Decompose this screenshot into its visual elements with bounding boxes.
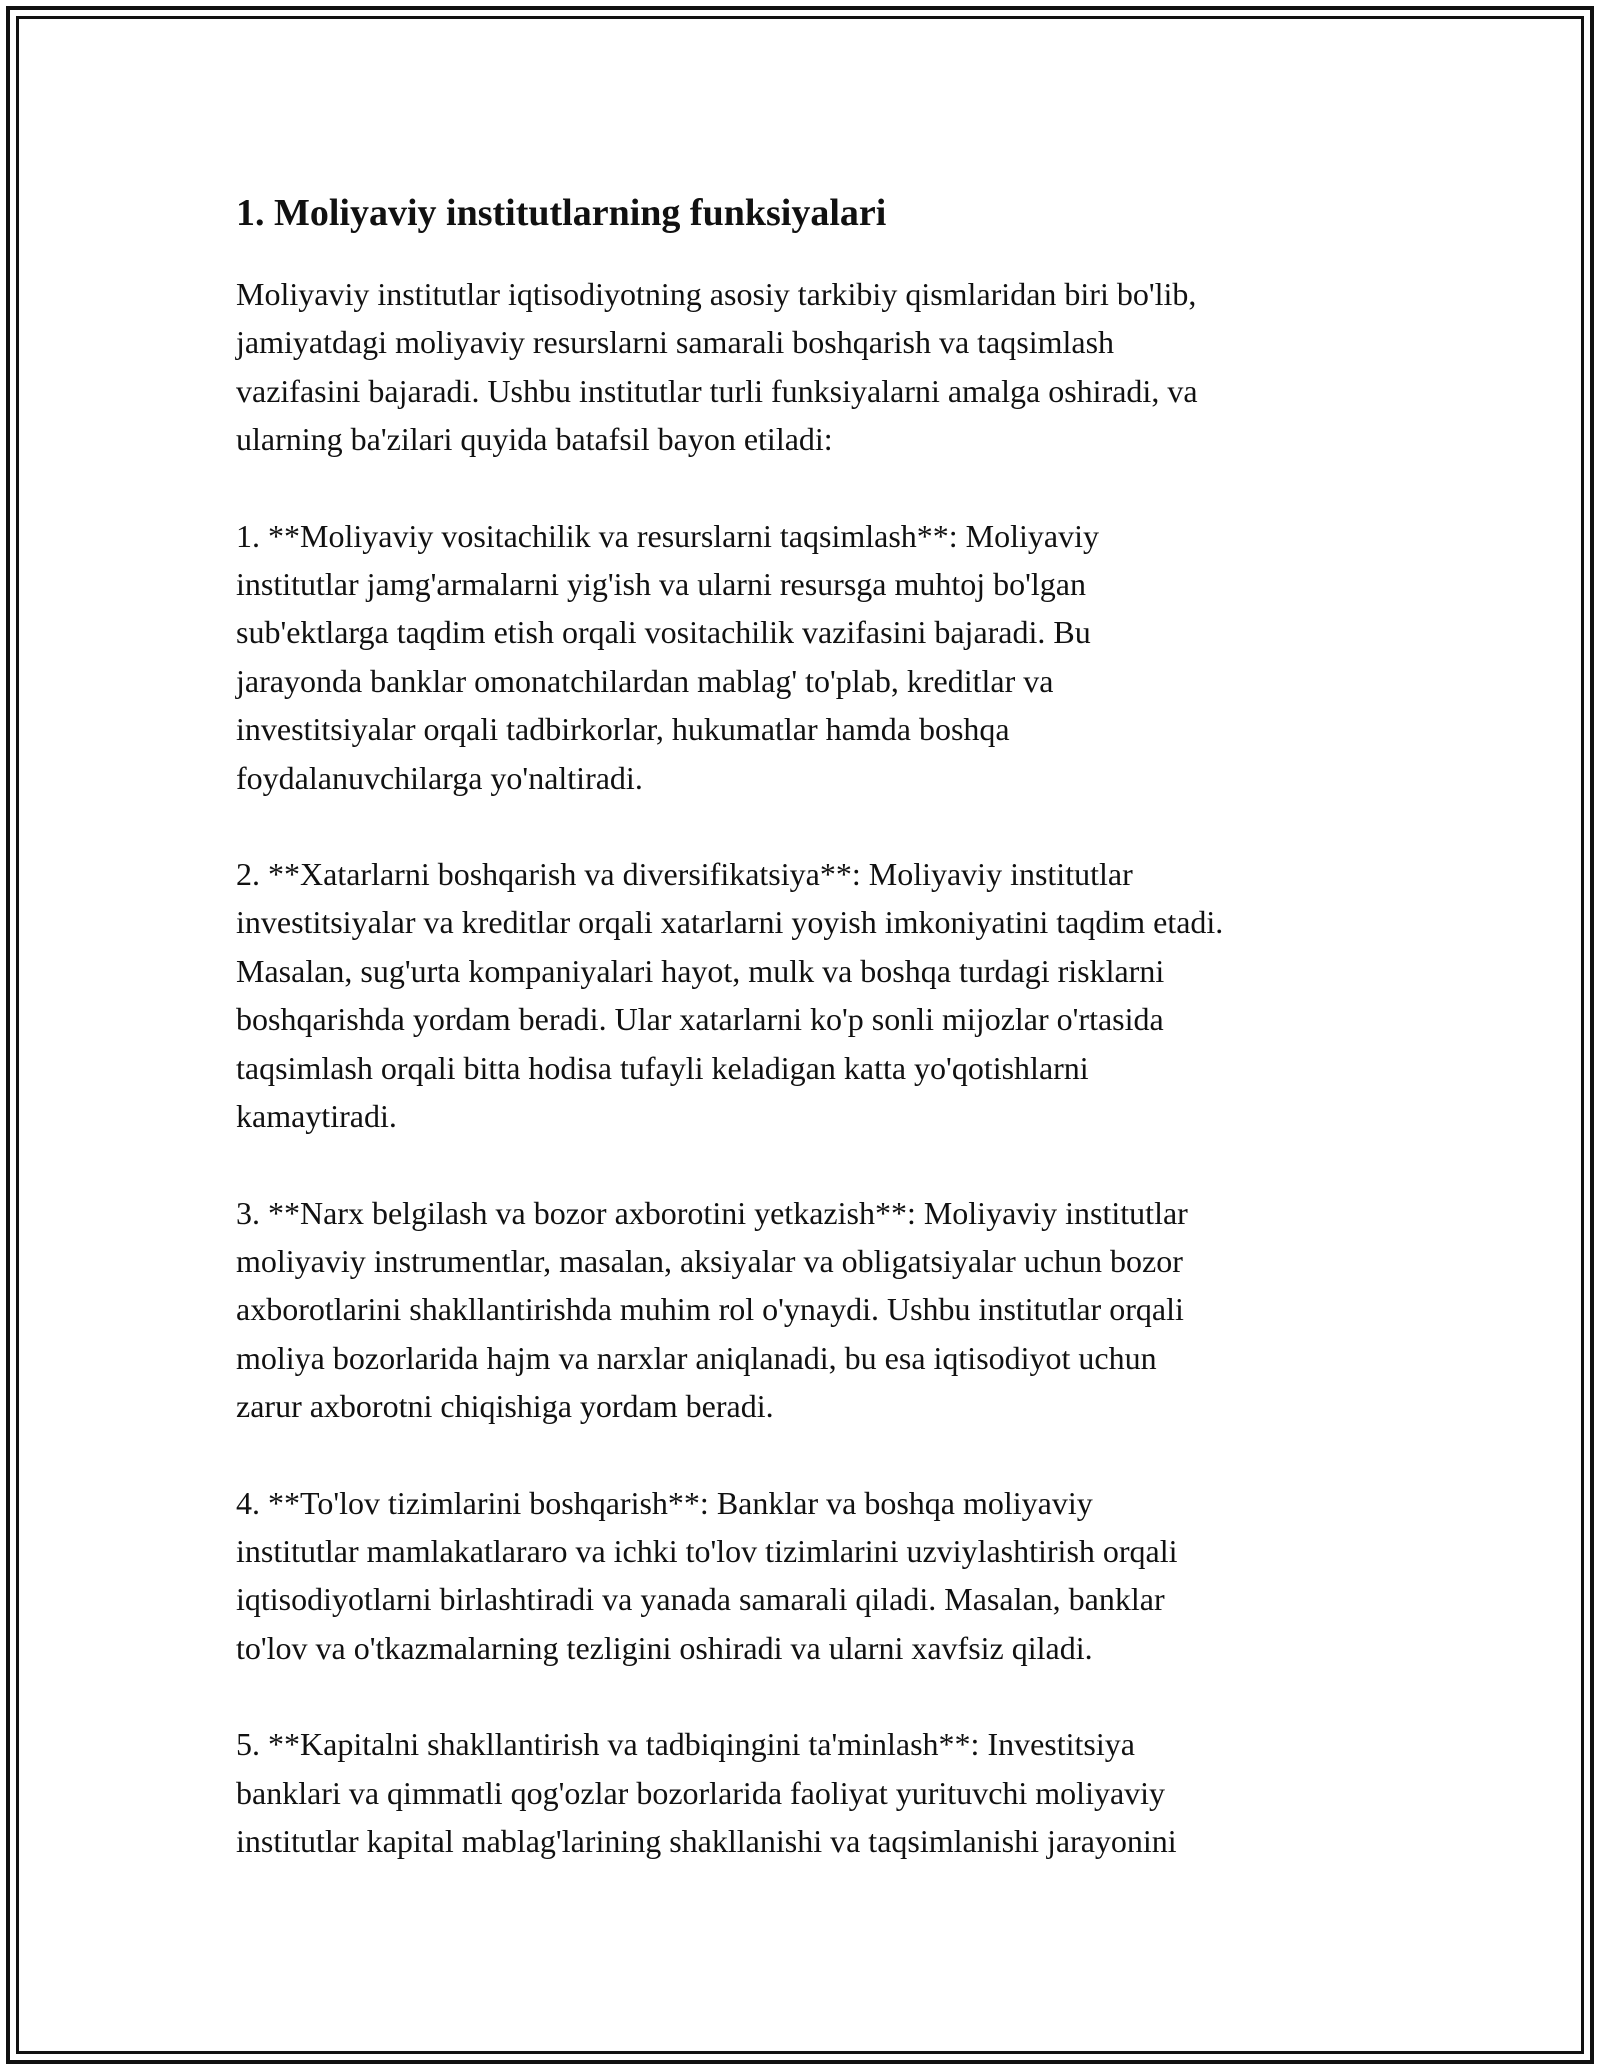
text-line: axborotlarini shakllantirishda muhim rol o'ynaydi. Ushbu institutlar orqali (236, 1291, 1184, 1328)
text-line: sub'ektlarga taqdim etish orqali vositachilik vazifasini bajaradi. Bu (236, 614, 1091, 651)
document-body (236, 188, 1416, 1913)
text-line: boshqarishda yordam beradi. Ular xatarlarni ko'p sonli mijozlar o'rtasida (236, 1001, 1164, 1038)
text-line: zarur axborotni chiqishiga yordam beradi. (236, 1388, 774, 1425)
list-item-paragraph-1 (236, 512, 1416, 802)
text-line: 3. **Narx belgilash va bozor axborotini yetkazish**: Moliyaviy institutlar (236, 1194, 1188, 1231)
text-line: taqsimlash orqali bitta hodisa tufayli keladigan katta yo'qotishlarni (236, 1049, 1089, 1086)
text-line: vazifasini bajaradi. Ushbu institutlar turli funksiyalarni amalga oshiradi, va (236, 372, 1198, 409)
intro-paragraph (236, 270, 1416, 464)
text-line: kamaytiradi. (236, 1098, 397, 1135)
text-line: jarayonda banklar omonatchilardan mablag' to'plab, kreditlar va (236, 662, 1054, 699)
text-line: jamiyatdagi moliyaviy resurslarni samarali boshqarish va taqsimlash (236, 324, 1115, 361)
text-line: investitsiyalar va kreditlar orqali xatarlarni yoyish imkoniyatini taqdim etadi. (236, 904, 1224, 941)
text-line: institutlar kapital mablag'larining shakllanishi va taqsimlanishi jarayonini (236, 1822, 1177, 1859)
list-item-paragraph-5 (236, 1720, 1416, 1865)
text-line: institutlar jamg'armalarni yig'ish va ularni resursga muhtoj bo'lgan (236, 566, 1086, 603)
text-line: foydalanuvchilarga yo'naltiradi. (236, 759, 643, 796)
text-line: 1. **Moliyaviy vositachilik va resurslarni taqsimlash**: Moliyaviy (236, 517, 1099, 554)
text-line: 4. **To'lov tizimlarini boshqarish**: Banklar va boshqa moliyaviy (236, 1484, 1093, 1521)
text-line: moliyaviy instrumentlar, masalan, aksiyalar va obligatsiyalar uchun bozor (236, 1242, 1183, 1279)
text-line: Moliyaviy institutlar iqtisodiyotning asosiy tarkibiy qismlaridan biri bo'lib, (236, 276, 1197, 312)
document-title: 1. Moliyaviy institutlarning funksiyalari (236, 192, 887, 234)
text-line: 5. **Kapitalni shakllantirish va tadbiqingini ta'minlash**: Investitsiya (236, 1726, 1135, 1763)
text-line: to'lov va o'tkazmalarning tezligini oshiradi va ularni xavfsiz qiladi. (236, 1629, 1093, 1666)
text-line: banklari va qimmatli qog'ozlar bozorlarida faoliyat yurituvchi moliyaviy (236, 1774, 1166, 1811)
text-line: ularning ba'zilari quyida batafsil bayon etiladi: (236, 421, 833, 458)
list-item-paragraph-4 (236, 1479, 1416, 1673)
list-item-paragraph-2 (236, 850, 1416, 1140)
list-item-paragraph-3 (236, 1189, 1416, 1431)
text-line: moliya bozorlarida hajm va narxlar aniqlanadi, bu esa iqtisodiyot uchun (236, 1339, 1157, 1376)
text-line: investitsiyalar orqali tadbirkorlar, hukumatlar hamda boshqa (236, 711, 1010, 748)
text-line: 2. **Xatarlarni boshqarish va diversifikatsiya**: Moliyaviy institutlar (236, 856, 1133, 893)
text-line: institutlar mamlakatlararo va ichki to'lov tizimlarini uzviylashtirish orqali (236, 1532, 1178, 1569)
text-line: iqtisodiyotlarni birlashtiradi va yanada samarali qiladi. Masalan, banklar (236, 1581, 1165, 1618)
text-line: Masalan, sug'urta kompaniyalari hayot, mulk va boshqa turdagi risklarni (236, 952, 1165, 989)
